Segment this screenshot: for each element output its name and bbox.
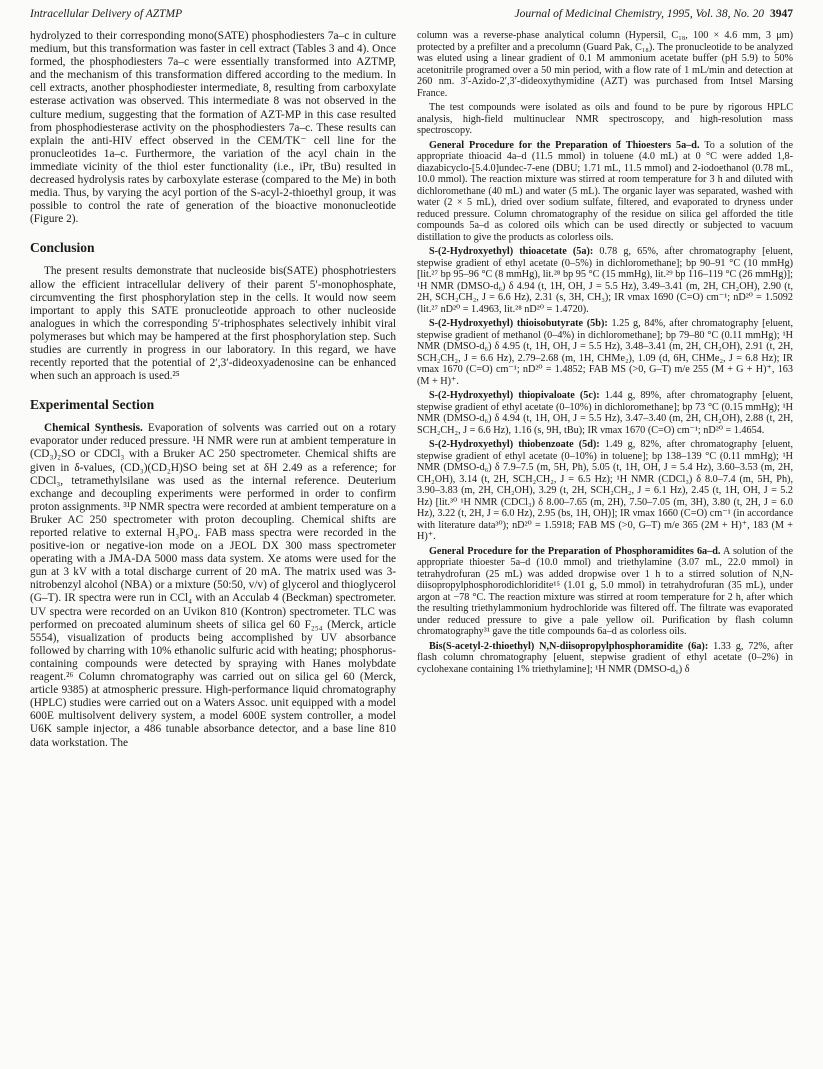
compound-5d-head: S-(2-Hydroxyethyl) thiobenzoate (5d): — [429, 439, 600, 450]
right-column — [417, 30, 793, 1061]
compound-5c-head: S-(2-Hydroxyethyl) thiopivaloate (5c): — [429, 390, 600, 401]
chemical-synthesis-head: Chemical Synthesis. — [44, 422, 143, 435]
conclusion-heading: Conclusion — [30, 240, 95, 256]
compound-6a-text: 1.33 g, 72%, after flash column chromatography [eluent, stepwise gradient of ethyl acetate (0–2%) in cyclohexane containing 1% triethylamine]; ¹H NMR (DMSO-d₆) δ — [417, 640, 793, 675]
left-column — [30, 30, 396, 1061]
journal-citation — [515, 8, 793, 20]
compound-5d-text: 1.49 g, 82%, after chromatography [eluent, stepwise gradient of ethyl acetate (0–10%) in toluene]; bp 138–139 °C (0.11 mmHg); ¹H NMR (DMSO-d₆) δ 7.9–7.5 (m, 5H, Ph), 5.05 (t, 1H, OH, J = 5.4 Hz), 3.60–3.53 (m, 2H, CH₂OH), 3.14 (t, 2H, SCH₂CH₂, J = 6.5 Hz); ¹H NMR (CDCl₃) δ 8.0–7.4 (m, 5H, Ph), 3.90–3.83 (m, 2H, CH₂OH), 3.29 (t, 2H, SCH₂CH₂, J = 6.1 Hz), 2.45 (t, 1H, OH, J = 5.2 Hz) [lit.³⁰ ¹H NMR (CDCl₃) δ 8.00–7.65 (m, 2H), 7.50–7.05 (m, 3H), 3.80 (t, 2H, J = 6.0 Hz), 3.22 (t, 2H, J = 6.0 Hz), 2.95 (bs, 1H, OH)]; IR νmax 1660 (C=O) cm⁻¹ (in accordance with literature data³⁰); nD²⁰ = 1.5918; FAB MS (>0, G–T) m/e 365 (2M + H)⁺, 183 (M + H)⁺. — [417, 439, 793, 542]
running-title: Intracellular Delivery of AZTMP — [30, 8, 183, 20]
compound-5b-head: S-(2-Hydroxyethyl) thioisobutyrate (5b): — [429, 318, 608, 329]
compound-5a-head: S-(2-Hydroxyethyl) thioacetate (5a): — [429, 246, 594, 257]
running-header — [30, 8, 793, 24]
hplc-paragraph: column was a reverse-phase analytical column (Hypersil, C₁₈, 100 × 4.6 mm, 3 μm) protected by a prefilter and a precolumn (Guard Pak, C₁₈). The pronucleotide to be analyzed was eluted using a linear gradient of 0.1 M ammonium acetate buffer (pH 5.9) to 50% acetonitrile programed over a 50 min period, with a flow rate of 1 mL/min and detection at 260 nm. 3′-Azido-2′,3′-dideoxythymidine (AZT) was purchased from Intsel Marsing France. — [417, 30, 793, 99]
compound-6a-head: Bis(S-acetyl-2-thioethyl) N,N-diisopropylphosphoramidite (6a): — [429, 640, 709, 652]
conclusion-paragraph: The present results demonstrate that nucleoside bis(SATE) phosphotriesters allow the efficient intracellular delivery of their parent 5′-monophosphate, circumventing the first phosphorylation step in the cells. It would now seem important to apply this SATE pronucleotide approach to other nucleoside analogues in which the corresponding 5′-triphosphates selectively inhibit viral polymerases but which may be hampered at the first phosphorylation step. Such studies are currently in progress in our laboratory. In this regard, we have recently reported that the potential of 2′,3′-dideoxyadenosine can be enhanced when such an approach is used.²⁵ — [30, 265, 396, 383]
results-paragraph: hydrolyzed to their corresponding mono(SATE) phosphodiesters 7a–c in culture medium, but this transformation was faster in cell extract (Tables 3 and 4). Once formed, the phosphodiesters 7a–c were essentially transformed into AZTMP, and the mechanism of this transformation differed according to the medium. In cell extracts, another phosphodiester intermediate, 8, resulting from carboxylate esterase activation was observed. This intermediate 8 was not observed in the culture medium, suggesting that the formation of AZT-MP in this case resulted from phosphodiesterase activity on the phosphodiesters 7a–c. These results can explain the anti-HIV effect observed in the CEM/TK⁻ cell line for the pronucleotides 1a–c. Furthermore, the variation of the acyl chain in the immediate vicinity of the thiol ester functionality (i.e., iPr, tBu) resulted in decreased hydrolysis rates by carboxylate esterase (compared to the Me) in both media. Thus, by varying the acyl portion of the S-acyl-2-thioethyl group, it was possible to control the rate of generation of the bioactive mononucleotide (Figure 2). — [30, 30, 396, 226]
thioesters-procedure — [417, 140, 793, 244]
thioesters-text: To a solution of the appropriate thioacid 4a–d (11.5 mmol) in toluene (4.0 mL) at 0 °C were added 1,8-diazabicyclo-[5.4.0]undec-7-ene (DBU; 1.71 mL, 11.5 mmol) and 2-iodoethanol (0.78 mL, 10.0 mmol). The reaction mixture was stirred at room temperature for 3 h and diluted with dichloromethane (40 mL) and water (5 mL). The organic layer was separated, washed with water (2 × 5 mL), dried over sodium sulfate, filtered, and evaporated to dryness under reduced pressure. Column chromatography of the residue on silica gel afforded the title compounds 5a–d as colored oils which can be used directly or subjected to vacuum distillation to give the products as colorless oils. — [417, 139, 793, 243]
phosphoramidites-procedure — [417, 546, 793, 638]
compound-5c-entry — [417, 390, 793, 436]
compound-6a-entry — [417, 641, 793, 676]
compound-5a-entry — [417, 246, 793, 315]
thioesters-head: General Procedure for the Preparation of Thioesters 5a–d. — [429, 139, 700, 151]
chemical-synthesis-text: Evaporation of solvents was carried out on a rotary evaporator under reduced pressure. ¹H NMR were run at ambient temperature in (CD₃)₂SO or CDCl₃ with a Bruker AC 250 spectrometer. Chemical shifts are given in δ-values, (CD₃)(CD₂H)SO being set at δH 2.49 as a reference; for CDCl₃, tetramethylsilane was used as the internal reference. Deuterium exchange and decoupling experiments were performed in order to confirm proton assignments. ³¹P NMR spectra were recorded at ambient temperature on a Bruker AC 250 spectrometer with proton decoupling. Chemical shifts are reported relative to external H₃PO₄. FAB mass spectra were recorded in the positive-ion or negative-ion mode on a JEOL DX 300 mass spectrometer operating with a JMA-DA 5000 mass data system. Xe atoms were used for the gun at 3 kV with a total discharge current of 20 mA. The matrix used was 3-nitrobenzyl alcohol (NBA) or a mixture (50:50, v/v) of glycerol and thioglycerol (G–T). IR spectra were run in CCl₄ with an Acculab 4 (Beckman) spectrometer. UV spectra were recorded on an Uvikon 810 (Kontron) spectrometer. TLC was performed on precoated aluminum sheets of silica gel 60 F₂₅₄ (Merck, article 5554), visualization of products being accomplished by UV absorbance followed by charring with 10% ethanolic sulfuric acid with heating; phosphorus-containing compounds were detected by spraying with Hanes molybdate reagent.²⁶ Column chromatography was carried out on silica gel 60 (Merck, article 9385) at atmospheric pressure. High-performance liquid chromatography (HPLC) studies were carried out on a Waters Assoc. unit equipped with a model 600E multisolvent delivery system, a model 600E system controller, a model U6K sample injector, a 486 tunable absorbance detector, and a base line 810 data workstation. The — [30, 422, 396, 749]
phosphoramidites-text: A solution of the appropriate thioester 5a–d (10.0 mmol) and triethylamine (3.07 mL, 22.0 mmol) in tetrahydrofuran (25 mL) was added dropwise over 1 h to a stirred solution of N,N-diisopropylphosphorodichloridite¹⁵ (1.01 g, 5.0 mmol) in tetrahydrofuran (35 mL), under argon at −78 °C. The reaction mixture was stirred at room temperature for 2 h, after which the resulting triethylammonium hydrochloride was filtered off. The filtrate was evaporated under reduced pressure to give a pale yellow oil. Purification by flash column chromatography³¹ gave the title compounds 6a–d as colorless oils. — [417, 545, 793, 637]
compound-5a-text: 0.78 g, 65%, after chromatography [eluent, stepwise gradient of ethyl acetate (0–5%) in dichloromethane]; bp 90–91 °C (10 mmHg) [lit.²⁷ bp 95–96 °C (8 mmHg), lit.²⁸ bp 95 °C (15 mmHg), lit.²⁹ bp 116–119 °C (26 mmHg)]; ¹H NMR (DMSO-d₆) δ 4.94 (t, 1H, OH, J = 5.5 Hz), 3.49–3.41 (m, 2H, CH₂OH), 2.90 (t, 2H, SCH₂CH₂, J = 6.6 Hz), 2.31 (s, 3H, CH₃); IR νmax 1690 (C=O) cm⁻¹; nD²⁰ = 1.5092 (lit.²⁷ nD²⁰ = 1.4963, lit.²⁸ nD²⁰ = 1.4720). — [417, 246, 793, 315]
journal-name: Journal of Medicinal Chemistry, 1995, Vol. 38, No. 20 — [514, 8, 764, 20]
page-number: 3947 — [770, 8, 793, 20]
compound-5d-entry — [417, 439, 793, 543]
compound-5b-text: 1.25 g, 84%, after chromatography [eluent, stepwise gradient of methanol (0–4%) in dichloromethane]; bp 79–80 °C (0.11 mmHg); ¹H NMR (DMSO-d₆) δ 4.95 (t, 1H, OH, J = 5.5 Hz), 3.48–3.41 (m, 2H, CH₂OH), 2.91 (t, 2H, SCH₂CH₂, J = 6.6 Hz), 2.79–2.68 (m, 1H, CHMe₂), 1.09 (d, 6H, CHMe₂, J = 6.8 Hz); IR νmax 1670 (C=O) cm⁻¹; nD²⁰ = 1.4852; FAB MS (>0, G–T) m/e 255 (M + G + H)⁺, 163 (M + H)⁺. — [417, 318, 793, 387]
chemical-synthesis-paragraph — [30, 422, 396, 749]
phosphoramidites-head: General Procedure for the Preparation of Phosphoramidites 6a–d. — [429, 545, 721, 557]
compound-5c-text: 1.44 g, 89%, after chromatography [eluent, stepwise gradient of ethyl acetate (0–10%) in dichloromethane]; bp 73 °C (0.15 mmHg); ¹H NMR (DMSO-d₆) δ 4.94 (t, 1H, OH, J = 5.5 Hz), 3.47–3.40 (m, 2H, CH₂OH), 2.88 (t, 2H, SCH₂CH₂, J = 6.6 Hz), 1.16 (s, 9H, tBu); IR νmax 1670 (C=O) cm⁻¹; nD²⁰ = 1.4654. — [417, 390, 793, 436]
test-compounds-paragraph: The test compounds were isolated as oils and found to be pure by rigorous HPLC analysis, high-field multinuclear NMR spectroscopy, and high-resolution mass spectroscopy. — [417, 102, 793, 136]
experimental-heading: Experimental Section — [30, 397, 155, 413]
compound-5b-entry — [417, 318, 793, 387]
